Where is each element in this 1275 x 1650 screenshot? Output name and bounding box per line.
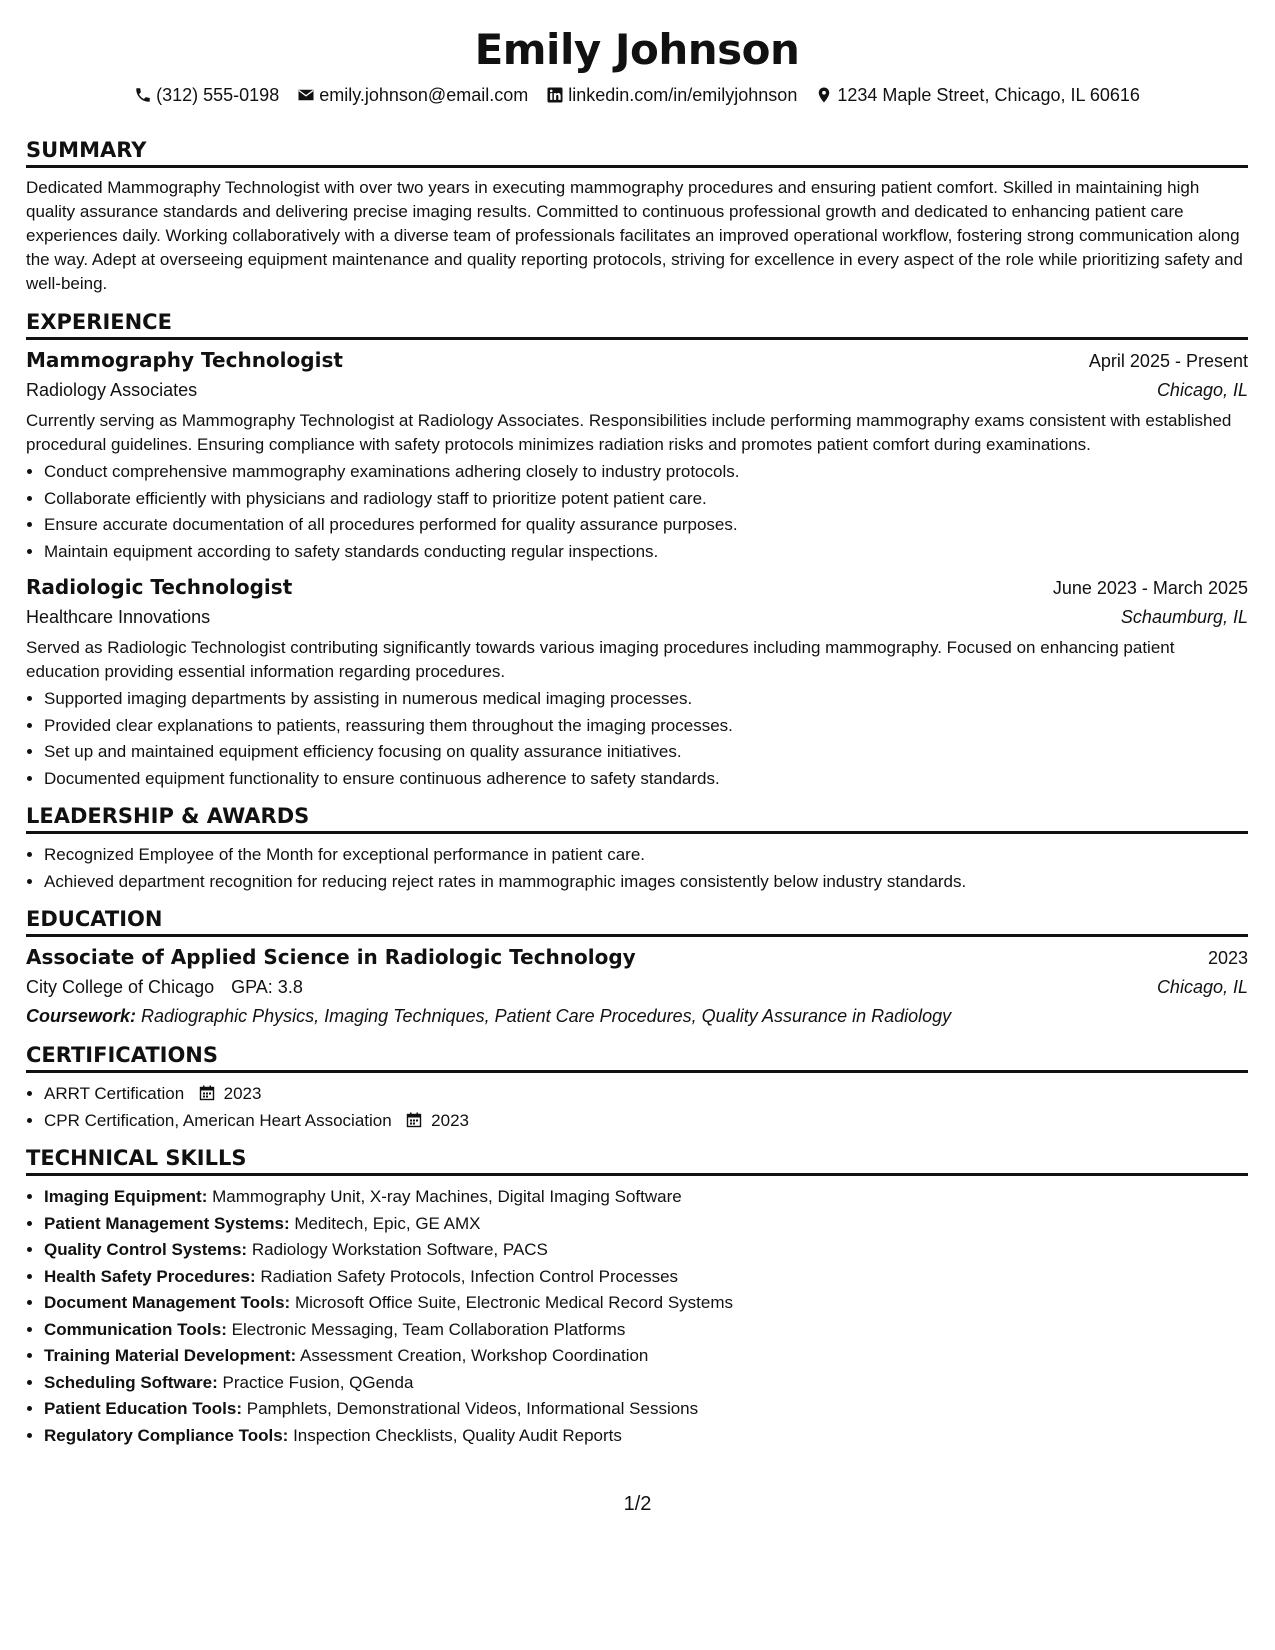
leadership-section: [26, 804, 1248, 895]
list-item: [44, 1290, 1248, 1317]
list-item: • Set up and maintained equipment efficiency focusing on quality assurance initiatives.: [44, 739, 1248, 766]
skill-value: Assessment Creation, Workshop Coordination: [300, 1346, 649, 1365]
experience-section: [26, 310, 1248, 792]
summary-text: Dedicated Mammography Technologist with over two years in executing mammography procedures and ensuring patient comfort. Skilled in maintaining high quality assurance standards and delivering precise imaging results. Committed to continuous professional growth and dedicated to enhancing patient care experiences daily. Working collaboratively with a diverse team of professionals facilitates an improved operational workflow, fostering strong communication along the way. Adept at overseeing equipment maintenance and quality reporting protocols, striving for excellence in every aspect of the role while prioritizing safety and well-being.: [26, 178, 1243, 293]
list-item: [44, 1317, 1248, 1344]
section-title-leadership: LEADERSHIP & AWARDS: [26, 804, 1248, 834]
section-title-experience: EXPERIENCE: [26, 310, 1248, 340]
section-title-skills: TECHNICAL SKILLS: [26, 1146, 1248, 1176]
job-bullets: [26, 686, 1248, 792]
list-item: • Recognized Employee of the Month for exceptional performance in patient care.: [44, 842, 1248, 869]
envelope-icon: [297, 86, 315, 104]
list-item: • Provided clear explanations to patients, reassuring them throughout the imaging processes.: [44, 713, 1248, 740]
list-item: [44, 1264, 1248, 1291]
skill-value: Radiology Workstation Software, PACS: [251, 1240, 548, 1259]
list-item: [44, 1108, 1248, 1135]
school-location: Chicago, IL: [1156, 977, 1248, 997]
coursework-label: Coursework:: [26, 1006, 137, 1026]
certifications-list: [26, 1081, 1248, 1134]
list-item: • Documented equipment functionality to ensure continuous adherence to safety standards.: [44, 766, 1248, 793]
list-item: • Conduct comprehensive mammography examinations adhering closely to industry protocols.: [44, 459, 1248, 486]
skill-label: Patient Management Systems:: [44, 1213, 290, 1233]
skill-value: Practice Fusion, QGenda: [222, 1372, 414, 1392]
skill-label: Quality Control Systems:: [44, 1240, 248, 1259]
skill-value: Inspection Checklists, Quality Audit Reports: [293, 1425, 622, 1445]
list-item: • Supported imaging departments by assisting in numerous medical imaging processes.: [44, 686, 1248, 713]
job-entry: [26, 575, 1248, 792]
calendar-icon: [199, 1085, 215, 1101]
job-description: Served as Radiologic Technologist contributing significantly towards various imaging procedures including mammography. Focused on enhancing patient education providing essential information regarding procedures.: [26, 638, 1175, 681]
contact-bar: [26, 82, 1248, 108]
skill-label: Health Safety Procedures:: [44, 1266, 256, 1286]
list-item: [44, 1423, 1248, 1450]
skill-label: Imaging Equipment:: [44, 1187, 208, 1206]
job-entry: [26, 348, 1248, 565]
map-pin-icon: [815, 86, 833, 104]
list-item: • Ensure accurate documentation of all procedures performed for quality assurance purposes.: [44, 512, 1248, 539]
list-item: [44, 1237, 1248, 1264]
contact-phone[interactable]: [134, 85, 279, 106]
skill-value: Pamphlets, Demonstrational Videos, Informational Sessions: [246, 1399, 699, 1418]
list-item: • Collaborate efficiently with physicians and radiology staff to prioritize potent patient care.: [44, 486, 1248, 513]
job-dates: June 2023 - March 2025: [1052, 578, 1248, 598]
list-item: [44, 1184, 1248, 1211]
school-name: City College of Chicago: [26, 977, 215, 997]
skill-value: Meditech, Epic, GE AMX: [294, 1213, 481, 1233]
job-title: Mammography Technologist: [26, 348, 343, 372]
list-item: [44, 1081, 1248, 1108]
coursework-list: Radiographic Physics, Imaging Techniques, Patient Care Procedures, Quality Assurance in Radiology: [141, 1006, 952, 1026]
certification-year: 2023: [223, 1084, 262, 1103]
contact-email[interactable]: [297, 85, 528, 106]
list-item: [44, 1370, 1248, 1397]
section-title-summary: SUMMARY: [26, 138, 1248, 168]
skill-label: Document Management Tools:: [44, 1293, 291, 1312]
skills-list: [26, 1184, 1248, 1449]
list-item: • Achieved department recognition for reducing reject rates in mammographic images consistently below industry standards.: [44, 869, 1248, 896]
skill-label: Communication Tools:: [44, 1319, 227, 1339]
certification-year: 2023: [431, 1110, 469, 1130]
certifications-section: [26, 1043, 1248, 1134]
job-bullets: [26, 459, 1248, 565]
linkedin-icon: [546, 86, 564, 104]
address-text: 1234 Maple Street, Chicago, IL 60616: [837, 84, 1140, 105]
list-item: [44, 1343, 1248, 1370]
skill-value: Electronic Messaging, Team Collaboration Platforms: [231, 1319, 626, 1339]
graduation-year: 2023: [1207, 948, 1248, 968]
section-title-certifications: CERTIFICATIONS: [26, 1043, 1248, 1073]
list-item: [44, 1396, 1248, 1423]
linkedin-text: linkedin.com/in/emilyjohnson: [568, 84, 798, 105]
page-number: 1/2: [623, 1493, 652, 1515]
job-company: Radiology Associates: [26, 380, 198, 400]
calendar-icon: [406, 1112, 422, 1128]
resume-page: [26, 0, 1248, 1449]
contact-linkedin[interactable]: [546, 85, 797, 106]
job-title: Radiologic Technologist: [26, 575, 293, 599]
skill-value: Radiation Safety Protocols, Infection Control Processes: [260, 1266, 679, 1286]
job-location: Chicago, IL: [1156, 380, 1248, 400]
summary-section: [26, 138, 1248, 296]
skill-value: Mammography Unit, X-ray Machines, Digital Imaging Software: [212, 1187, 682, 1206]
candidate-name: Emily Johnson: [474, 25, 800, 74]
section-title-education: EDUCATION: [26, 907, 1248, 937]
leadership-list: [26, 842, 1248, 895]
coursework: [26, 1006, 1248, 1027]
skill-label: Scheduling Software:: [44, 1372, 218, 1392]
list-item: [44, 1211, 1248, 1238]
skill-value: Microsoft Office Suite, Electronic Medical Record Systems: [294, 1293, 733, 1312]
job-company: Healthcare Innovations: [26, 607, 211, 627]
skills-section: [26, 1146, 1248, 1449]
job-dates: April 2025 - Present: [1088, 351, 1248, 371]
phone-icon: [134, 86, 152, 104]
job-location: Schaumburg, IL: [1120, 607, 1248, 627]
phone-text: (312) 555-0198: [156, 84, 280, 105]
skill-label: Training Material Development:: [44, 1346, 297, 1365]
skill-label: Regulatory Compliance Tools:: [44, 1425, 289, 1445]
certification-name: CPR Certification, American Heart Association: [44, 1110, 392, 1130]
list-item: • Maintain equipment according to safety standards conducting regular inspections.: [44, 539, 1248, 566]
certification-name: ARRT Certification: [44, 1084, 185, 1103]
skill-label: Patient Education Tools:: [44, 1399, 243, 1418]
contact-address: [815, 85, 1140, 106]
email-text: emily.johnson@email.com: [319, 84, 529, 105]
degree-title: Associate of Applied Science in Radiologic Technology: [26, 945, 636, 969]
education-section: [26, 907, 1248, 1027]
job-description: Currently serving as Mammography Technologist at Radiology Associates. Responsibilities include performing mammography exams consistent with established procedural guidelines. Ensuring compliance with safety protocols minimizes radiation risks and promotes patient comfort during examinations.: [26, 411, 1232, 454]
gpa: GPA: 3.8: [231, 977, 303, 997]
